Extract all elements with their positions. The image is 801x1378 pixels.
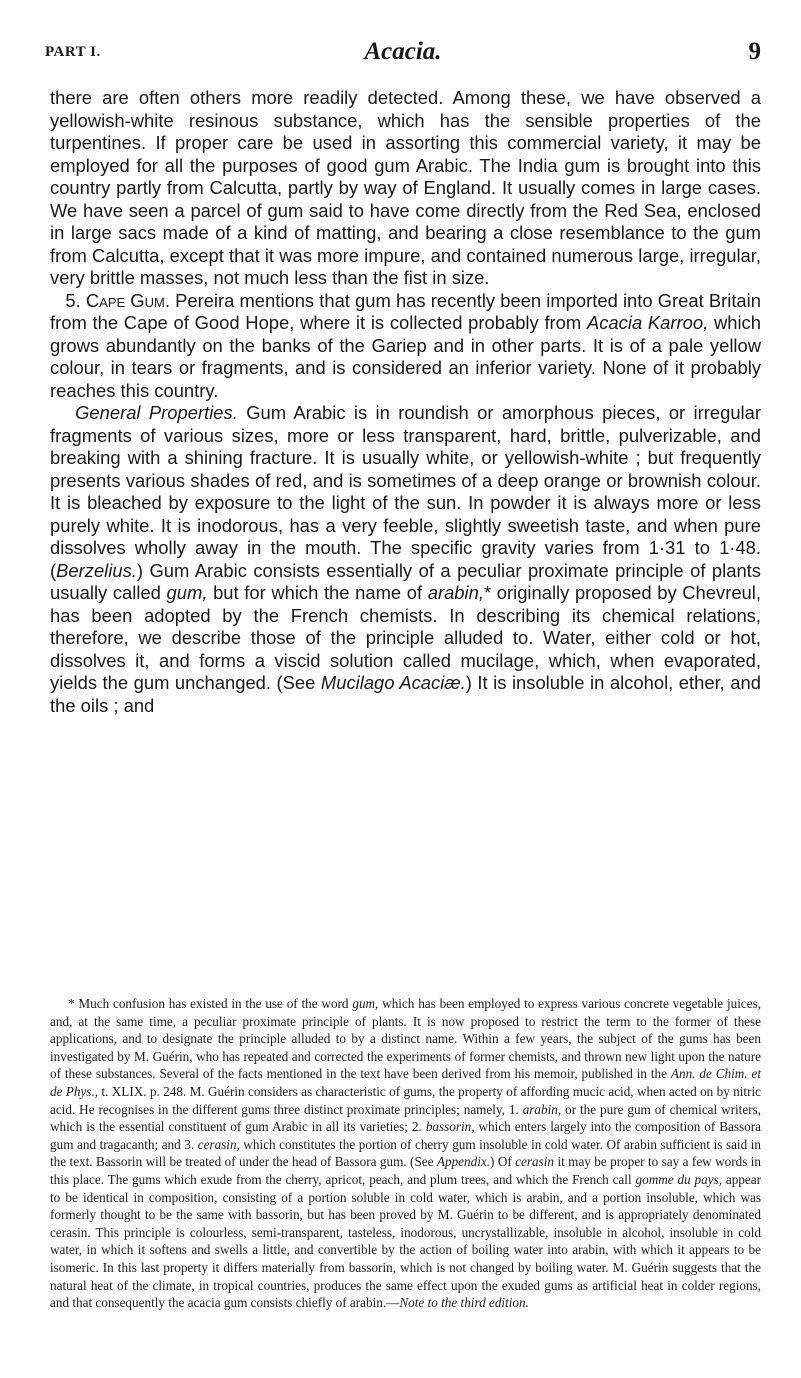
main-text (50, 87, 761, 717)
section-heading-cape-gum: Cape Gum. (85, 289, 170, 311)
journal-title: Ann. de Chim. et de Phys., (50, 1066, 761, 1099)
footnote (50, 995, 761, 1312)
running-header (45, 38, 761, 72)
term-gum: gum, (166, 582, 208, 603)
paragraph-cape-gum: 5. Cape Gum. Pereira mentions that gum has recently been imported into Great Britain from the Cape of Good Hope, where it is collected probably from Acacia Karroo, which grows abundantly on the banks of the Gariep and in other parts. It is of a pale yellow colour, in tears or fragments, and is considered an inferior variety. None of it probably reaches this country. (50, 289, 761, 401)
page-number: 9 (748, 38, 761, 65)
citation: Berzelius. (56, 559, 137, 581)
section-heading-general-properties: General Properties. (75, 402, 238, 423)
paragraph-india-gum: there are often others more readily detected. Among these, we have observed a yellowish-white resinous substance, which has the sensible properties of the turpentines. If proper care be used in assorting this commercial variety, it may be employed for all the purposes of good gum Arabic. The India gum is brought into this country partly from Calcutta, partly by way of England. It usually comes in large cases. We have seen a parcel of gum said to have come directly from the Red Sea, enclosed in large sacs made of a kind of matting, and bearing a close resemblance to the gum from Calcutta, except that it was more impure, and contained numerous large, irregular, very brittle masses, not much less than the fist in size. (50, 87, 761, 288)
term-arabin: arabin, (427, 582, 484, 603)
cross-reference: Mucilago Acaciæ. (320, 672, 466, 693)
part-label: PART I. (45, 44, 101, 60)
edition-note: Note to the third edition. (399, 1295, 529, 1311)
page-title: Acacia. (364, 38, 442, 65)
species-name: Acacia Karroo, (586, 312, 709, 333)
footnote-marker: * (483, 582, 492, 603)
paragraph-general-properties: General Properties. Gum Arabic is in roundish or amorphous pieces, or irregular fragments of various sizes, more or less transparent, hard, brittle, pulverizable, and breaking with a shining fracture. It is usually white, or yellowish-white ; but frequently presents various shades of red, and is sometimes of a deep orange or brownish colour. It is bleached by exposure to the light of the sun. In powder it is always more or less purely white. It is inodorous, has a very feeble, slightly sweetish taste, and when pure dissolves wholly away in the mouth. The specific gravity varies from 1·31 to 1·48. (Berzelius.) Gum Arabic consists essentially of a peculiar proximate principle of plants usually called gum, but for which the name of arabin,* originally proposed by Chevreul, has been adopted by the French chemists. In describing its chemical relations, therefore, we describe those of the principle alluded to. Water, either cold or hot, dissolves it, and forms a viscid solution called mucilage, which, when evaporated, yields the gum unchanged. (See Mucilago Acaciæ.) It is insoluble in alcohol, ether, and the oils ; and (50, 402, 761, 716)
footnote-text: * Much confusion has existed in the use of the word gum, which has been employed to express various concrete vegetable juices, and, at the same time, a peculiar proximate principle of plants. It is now proposed to restrict the term to the former of these applications, and to designate the principle alluded to by a distinct name. Within a few years, the subject of the gums has been investigated by M. Guérin, who has repeated and corrected the experiments of former chemists, and thrown new light upon the nature of these substances. Several of the facts mentioned in the text have been derived from his memoir, published in the Ann. de Chim. et de Phys., t. XLIX. p. 248. M. Guérin considers as characteristic of gums, the property of affording mucic acid, when acted on by nitric acid. He recognises in the different gums three distinct proximate principles; namely, 1. arabin, or the pure gum of chemical writers, which is the essential constituent of gum Arabic in all its varieties; 2. bassorin, which enters largely into the composition of Bassora gum and tragacanth; and 3. cerasin, which constitutes the portion of cherry gum insoluble in cold water. Of arabin sufficient is said in the text. Bassorin will be treated of under the head of Bassora gum. (See Appendix.) Of cerasin it may be proper to say a few words in this place. The gums which exude from the cherry, apricot, peach, and plum trees, and which the French call gomme du pays, appear to be identical in composition, consisting of a portion soluble in cold water, which is arabin, and a portion insoluble, which was formerly thought to be the same with bassorin, but has been proved by M. Guérin to be different, and is appropriately denominated cerasin. This principle is colourless, semi-transparent, tasteless, inodorous, uncrystallizable, insoluble in alcohol, insoluble in cold water, in which it softens and swells a little, and convertible by the action of boiling water into arabin, with which it appears to be isomeric. In this last property it differs materially from bassorin, which is not changed by boiling water. M. Guérin suggests that the natural heat of the climate, in tropical countries, produces the same effect upon the exuded gums as artificial heat in colder regions, and that consequently the acacia gum consists chiefly of arabin.—Note to the third edition. (50, 996, 762, 1311)
